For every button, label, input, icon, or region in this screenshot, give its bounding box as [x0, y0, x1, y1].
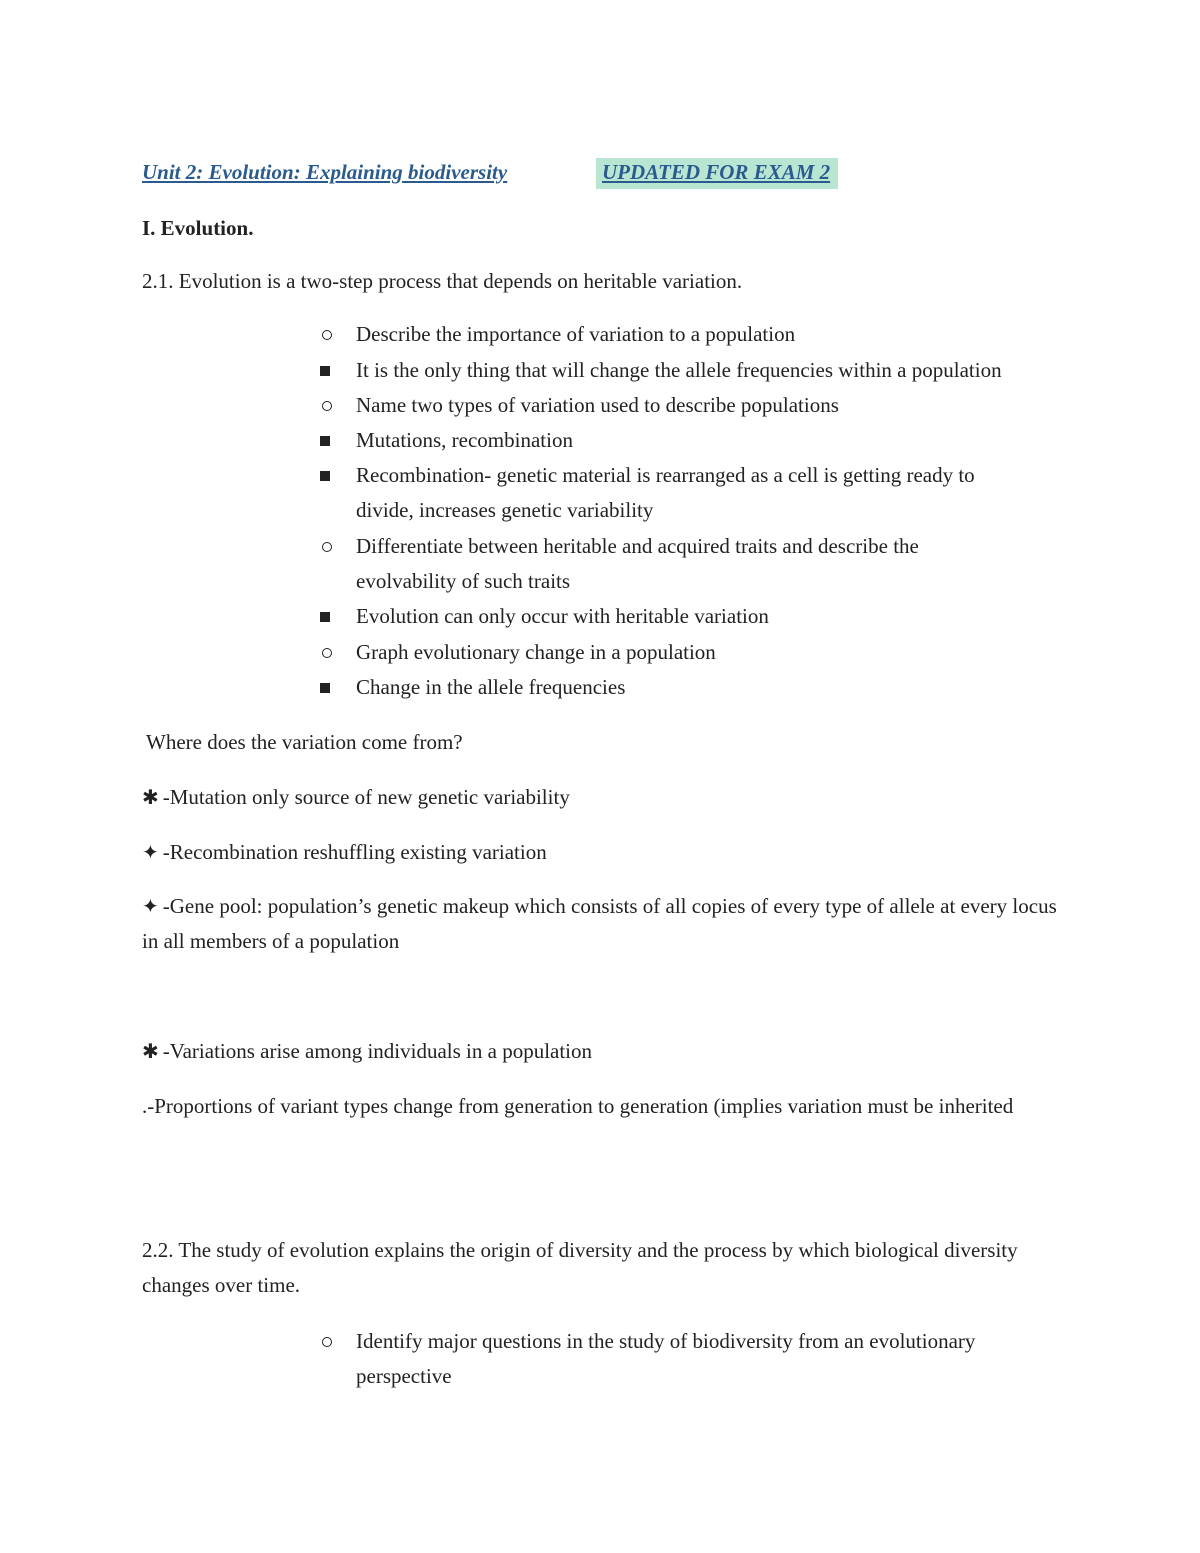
note-mutation	[142, 785, 570, 810]
list-item-text: Name two types of variation used to describe populations	[356, 393, 839, 417]
note-proportions	[142, 1089, 1042, 1124]
note-text: .-Proportions of variant types change from generation to generation (implies variation must be inherited	[142, 1094, 1014, 1118]
asterisk-icon: ✱	[142, 785, 159, 809]
exam-update-badge: UPDATED FOR EXAM 2	[596, 158, 838, 189]
list-item-text: Describe the importance of variation to a population	[356, 322, 796, 346]
note-variations	[142, 1039, 592, 1064]
list-item	[318, 321, 1058, 352]
asterisk-icon: ✱	[142, 1039, 159, 1063]
note-gene-pool	[142, 889, 1072, 959]
list-item	[318, 357, 1058, 388]
list-item	[318, 674, 1058, 705]
hollow-bullet-icon	[318, 392, 356, 419]
list-item	[318, 392, 1058, 423]
square-bullet-icon	[318, 674, 356, 701]
section-heading: I. Evolution.	[142, 216, 254, 240]
list-item-text: Graph evolutionary change in a population	[356, 640, 716, 664]
note-text: -Recombination reshuffling existing variation	[162, 840, 547, 864]
star-icon: ✦	[142, 894, 159, 918]
list-item	[318, 533, 1018, 599]
note-text: -Gene pool: population’s genetic makeup which consists of all copies of every type of allele at every locus in all members of a population	[142, 894, 1057, 953]
square-bullet-icon	[318, 357, 356, 384]
square-bullet-icon	[318, 462, 356, 489]
square-bullet-icon	[318, 427, 356, 454]
list-item-text: Evolution can only occur with heritable variation	[356, 604, 769, 628]
hollow-bullet-icon	[318, 639, 356, 666]
list-item-text: Recombination- genetic material is rearranged as a cell is getting ready to divide, increases genetic variability	[356, 463, 975, 522]
list-item	[318, 1328, 1038, 1394]
variation-question: Where does the variation come from?	[146, 730, 463, 754]
note-text: -Variations arise among individuals in a population	[162, 1039, 593, 1063]
list-item-text: Change in the allele frequencies	[356, 675, 626, 699]
list-item-text: Differentiate between heritable and acquired traits and describe the evolvability of such traits	[356, 534, 919, 593]
document-title: Unit 2: Evolution: Explaining biodiversity	[142, 160, 508, 184]
list-item	[318, 462, 1018, 528]
star-icon: ✦	[142, 840, 159, 864]
hollow-bullet-icon	[318, 533, 356, 560]
square-bullet-icon	[318, 603, 356, 630]
objective-2-2: 2.2. The study of evolution explains the origin of diversity and the process by which biological diversity changes over time.	[142, 1238, 1018, 1297]
list-item-text: Mutations, recombination	[356, 428, 573, 452]
hollow-bullet-icon	[318, 1328, 356, 1355]
list-item	[318, 639, 1058, 670]
list-item-text: It is the only thing that will change the allele frequencies within a population	[356, 358, 1002, 382]
note-recombination	[142, 840, 547, 865]
list-item	[318, 427, 1058, 458]
note-text: -Mutation only source of new genetic variability	[162, 785, 570, 809]
hollow-bullet-icon	[318, 321, 356, 348]
list-item-text: Identify major questions in the study of biodiversity from an evolutionary perspective	[356, 1329, 976, 1388]
objective-2-1: 2.1. Evolution is a two-step process that depends on heritable variation.	[142, 269, 743, 293]
list-item	[318, 603, 1058, 634]
